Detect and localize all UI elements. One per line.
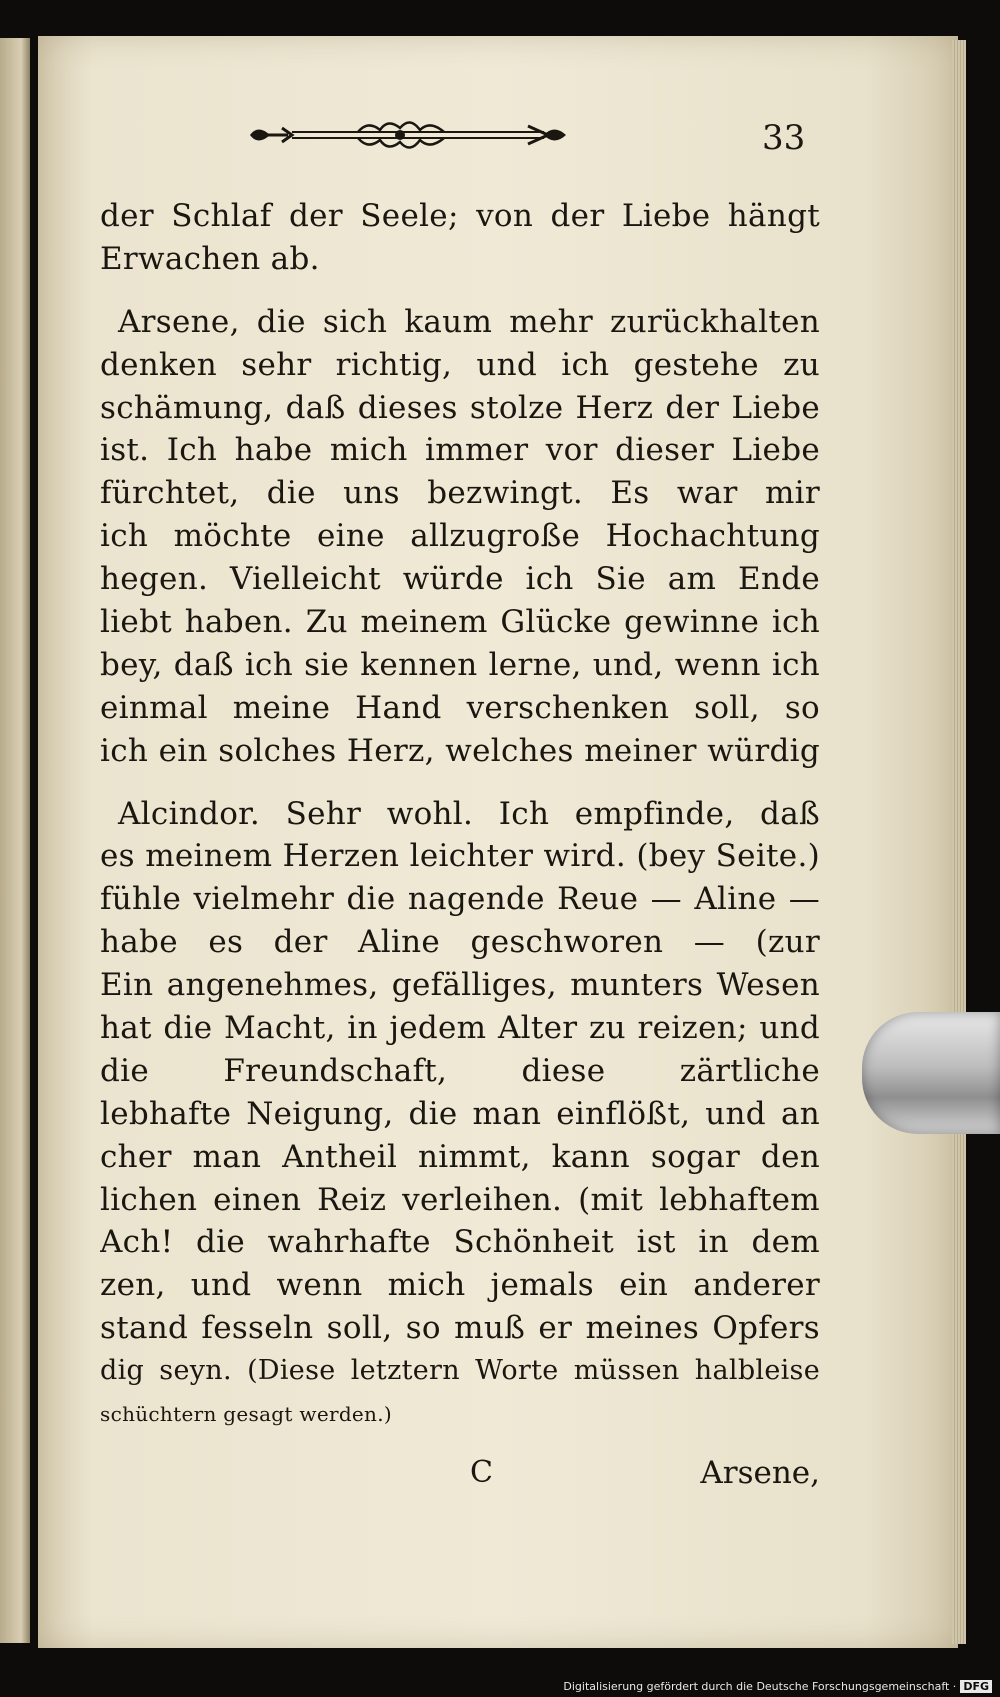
text-line: zen, und wenn mich jemals ein anderer bbox=[100, 1267, 820, 1304]
text-line: cher man Antheil nimmt, kann sogar den bbox=[100, 1138, 820, 1175]
ornament-divider bbox=[248, 118, 568, 152]
text-line: Ein angenehmes, gefälliges, munters Wesen bbox=[100, 967, 820, 1004]
digitization-footer bbox=[563, 1680, 992, 1693]
page-foot bbox=[100, 1455, 820, 1505]
text-line: hat die Macht, in jedem Alter zu reizen; und bbox=[100, 1010, 820, 1047]
text-line: fühle vielmehr die nagende Reue — Aline — bbox=[100, 881, 820, 918]
text-line: bey, daß ich sie kennen lerne, und, wenn ich bbox=[100, 646, 820, 683]
text-line: die Freundschaft, diese zärtliche bbox=[100, 1052, 820, 1089]
text-line: ich möchte eine allzugroße Hochachtung bbox=[100, 518, 820, 555]
text-line: ist. Ich habe mich immer vor dieser Liebe bbox=[100, 432, 820, 469]
page-number: 33 bbox=[762, 118, 806, 158]
text-line: habe es der Aline geschworen — (zur bbox=[100, 924, 820, 961]
text-line: einmal meine Hand verschenken soll, so bbox=[100, 689, 820, 726]
text-line: hegen. Vielleicht würde ich Sie am Ende bbox=[100, 561, 820, 598]
left-page-edge bbox=[0, 38, 30, 1643]
text-line: stand fesseln soll, so muß er meines Opfers bbox=[100, 1310, 820, 1347]
text-line: schüchtern gesagt werden.) bbox=[100, 1402, 392, 1427]
text-line: es meinem Herzen leichter wird. (bey Seite.) bbox=[100, 838, 820, 875]
text-line: liebt haben. Zu meinem Glücke gewinne ich bbox=[100, 604, 820, 641]
text-line: Ach! die wahrhafte Schönheit ist in dem bbox=[100, 1224, 820, 1261]
text-line: schämung, daß dieses stolze Herz der Liebe bbox=[100, 389, 820, 426]
text-line: Alcindor. Sehr wohl. Ich empfinde, daß bbox=[118, 795, 820, 832]
text-line: Erwachen ab. bbox=[100, 240, 320, 277]
body-text bbox=[100, 195, 820, 1436]
text-line: ich ein solches Herz, welches meiner würdig bbox=[100, 732, 820, 769]
text-line: denken sehr richtig, und ich gestehe zu bbox=[100, 346, 820, 383]
dfg-logo: DFG bbox=[960, 1680, 992, 1693]
text-line: der Schlaf der Seele; von der Liebe hängt bbox=[100, 198, 820, 234]
page-clamp bbox=[862, 1012, 1000, 1134]
page-stack-edge bbox=[952, 40, 966, 1644]
text-line: lichen einen Reiz verleihen. (mit lebhaftem bbox=[100, 1181, 820, 1218]
signature-mark: C bbox=[470, 1455, 493, 1490]
footer-text: Digitalisierung gefördert durch die Deutsche Forschungsgemeinschaft · bbox=[563, 1680, 957, 1693]
text-line: dig seyn. (Diese letztern Worte müssen halbleise bbox=[100, 1355, 820, 1387]
text-line: lebhafte Neigung, die man einflößt, und an bbox=[100, 1095, 820, 1132]
catchword: Arsene, bbox=[700, 1455, 820, 1491]
text-line: fürchtet, die uns bezwingt. Es war mir bbox=[100, 475, 820, 512]
text-line: Arsene, die sich kaum mehr zurückhalten bbox=[118, 303, 820, 340]
